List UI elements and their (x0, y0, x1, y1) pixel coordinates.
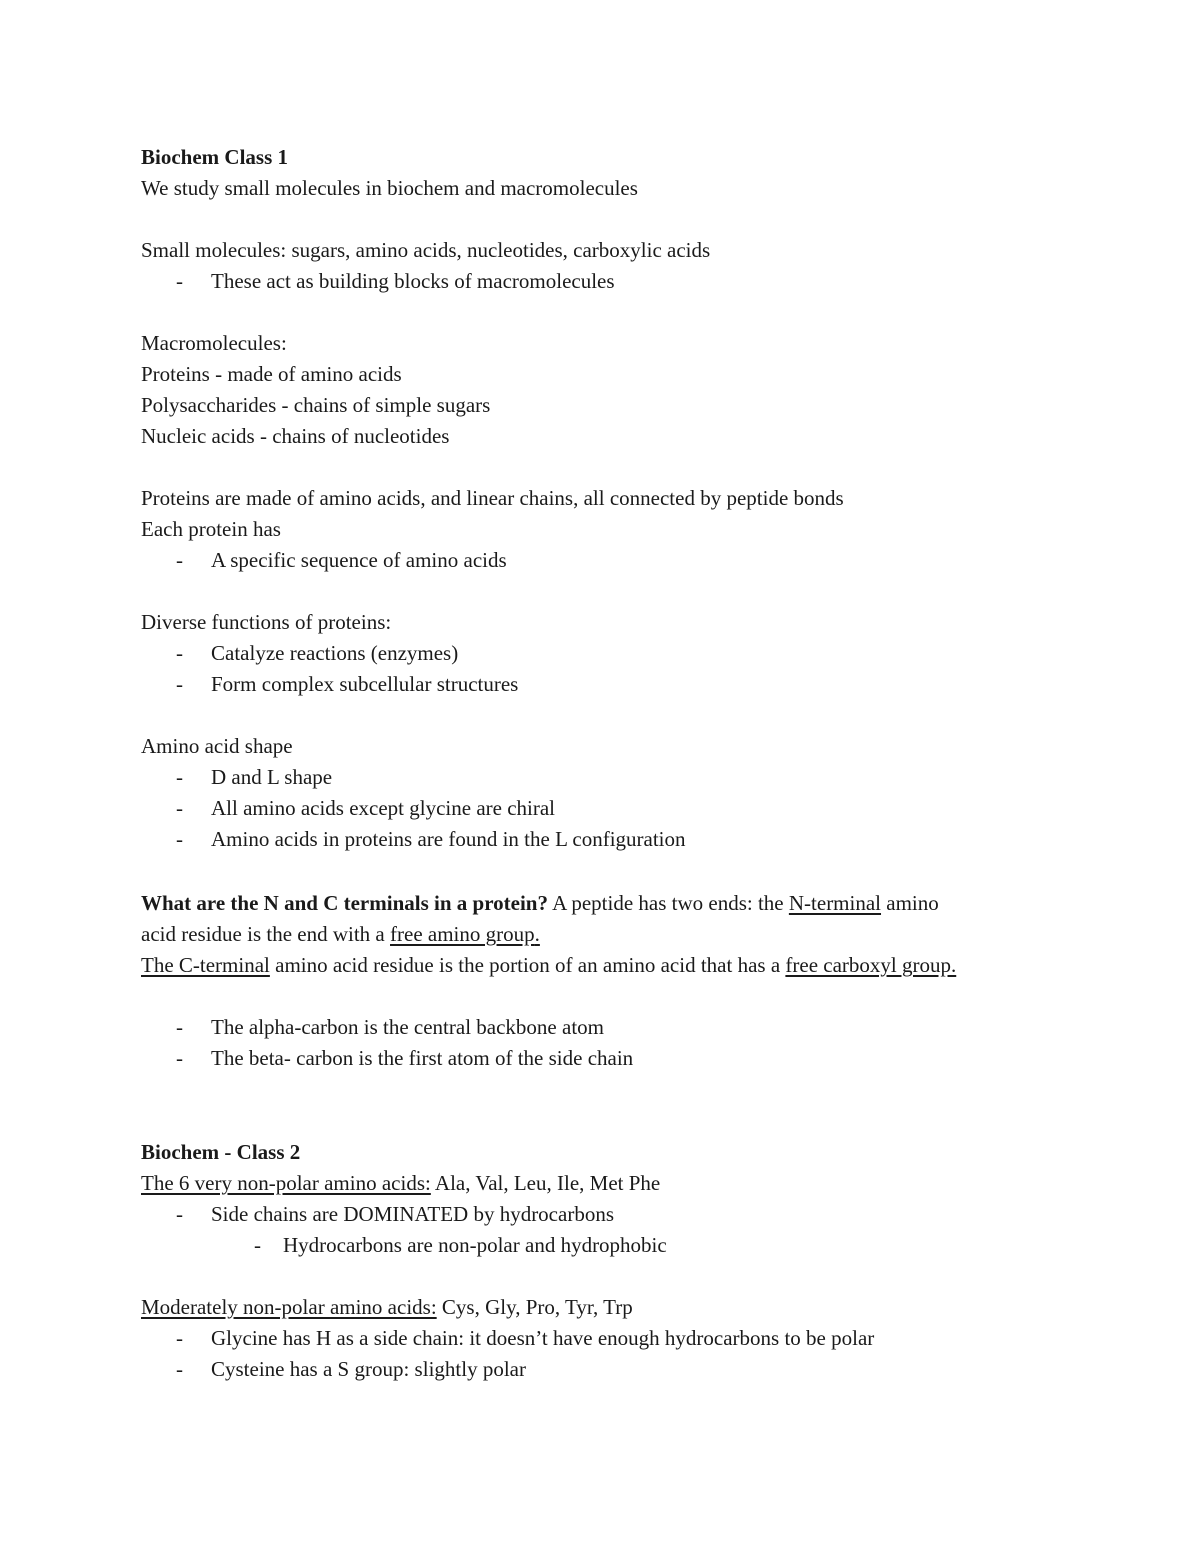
terminals-paragraph-line (141, 891, 939, 915)
bullet-dash: - (176, 641, 183, 665)
terminals-text: amino (881, 891, 939, 915)
terminals-text: amino acid residue is the portion of an amino acid that has a (269, 953, 786, 977)
functions-heading: Diverse functions of proteins: (141, 610, 392, 634)
bullet-text: Side chains are DOMINATED by hydrocarbons (211, 1202, 614, 1226)
nonpolar-label: The 6 very non-polar amino acids: (141, 1171, 431, 1195)
bullet-text: These act as building blocks of macromolecules (211, 269, 615, 293)
terminals-text: acid residue is the end with a (141, 922, 391, 946)
bullet-dash: - (176, 269, 183, 293)
moderate-label: Moderately non-polar amino acids: (141, 1295, 437, 1319)
bullet-dash: - (176, 1202, 183, 1226)
bullet-text: D and L shape (211, 765, 333, 789)
bullet-dash: - (176, 672, 183, 696)
bullet-text: Catalyze reactions (enzymes) (211, 641, 459, 665)
bullet-dash: - (176, 765, 183, 789)
proteins-line: Proteins are made of amino acids, and linear chains, all connected by peptide bonds (141, 486, 844, 510)
terminals-text: A peptide has two ends: the (547, 891, 789, 915)
bullet-dash: - (254, 1233, 261, 1257)
bullet-dash: - (176, 827, 183, 851)
free-carboxyl-term: free carboxyl group. (785, 953, 957, 977)
nonpolar-list: Ala, Val, Leu, Ile, Met Phe (430, 1171, 661, 1195)
class2-title: Biochem - Class 2 (141, 1140, 301, 1164)
macromolecules-line: Proteins - made of amino acids (141, 362, 402, 386)
terminals-paragraph-line (141, 922, 540, 946)
bullet-text: All amino acids except glycine are chiral (211, 796, 556, 820)
macromolecules-line: Polysaccharides - chains of simple sugars (141, 393, 491, 417)
moderate-list: Cys, Gly, Pro, Tyr, Trp (436, 1295, 633, 1319)
terminals-text: . (534, 922, 540, 946)
n-terminal-term: N-terminal (788, 891, 882, 915)
small-molecules-line: Small molecules: sugars, amino acids, nucleotides, carboxylic acids (141, 238, 711, 262)
bullet-text: A specific sequence of amino acids (211, 548, 507, 572)
bullet-text: Glycine has H as a side chain: it doesn’t have enough hydrocarbons to be polar (211, 1326, 875, 1350)
bullet-text: The beta- carbon is the first atom of the side chain (211, 1046, 634, 1070)
terminals-question: What are the N and C terminals in a protein? (141, 891, 548, 915)
bullet-dash: - (176, 1326, 183, 1350)
shape-heading: Amino acid shape (141, 734, 293, 758)
bullet-dash: - (176, 548, 183, 572)
bullet-text: Form complex subcellular structures (211, 672, 519, 696)
bullet-text: Cysteine has a S group: slightly polar (211, 1357, 526, 1381)
bullet-text: Hydrocarbons are non-polar and hydrophobic (283, 1233, 667, 1257)
each-protein-line: Each protein has (141, 517, 281, 541)
bullet-dash: - (176, 1046, 183, 1070)
free-amino-term: free amino group (390, 922, 535, 946)
terminals-paragraph-line (141, 953, 956, 977)
bullet-text: Amino acids in proteins are found in the L configuration (211, 827, 686, 851)
bullet-dash: - (176, 1357, 183, 1381)
macromolecules-line: Nucleic acids - chains of nucleotides (141, 424, 450, 448)
macromolecules-heading: Macromolecules: (141, 331, 287, 355)
bullet-dash: - (176, 1015, 183, 1039)
bullet-dash: - (176, 796, 183, 820)
moderate-line (141, 1295, 633, 1319)
nonpolar-line (141, 1171, 660, 1195)
class1-title: Biochem Class 1 (141, 145, 288, 169)
bullet-text: The alpha-carbon is the central backbone atom (211, 1015, 604, 1039)
c-terminal-term: The C-terminal (141, 953, 270, 977)
class1-intro: We study small molecules in biochem and macromolecules (141, 176, 638, 200)
